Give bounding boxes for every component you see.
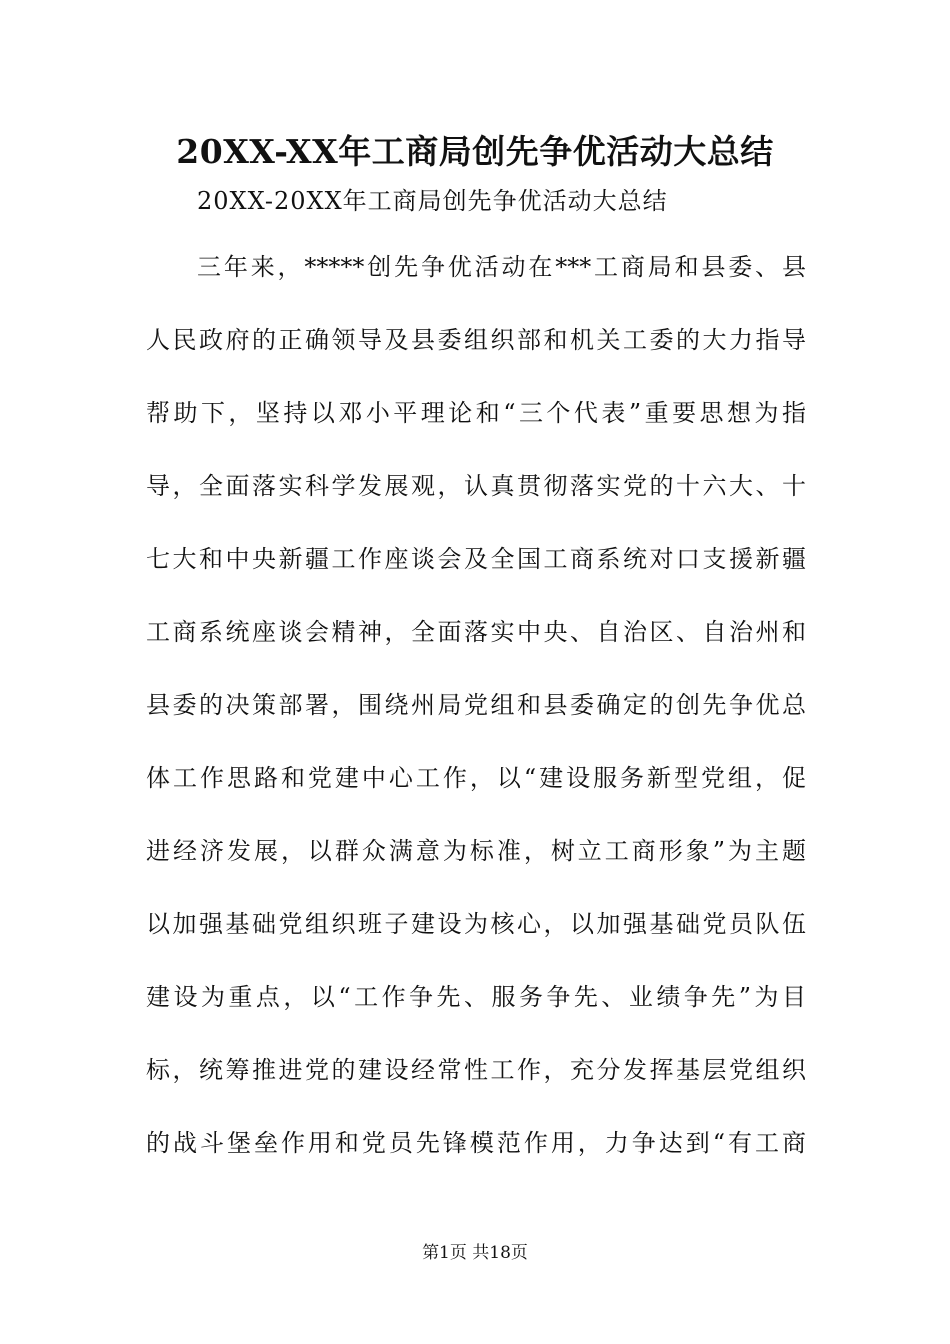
body-line: 以加强基础党组织班子建设为核心，以加强基础党员队伍 (146, 910, 806, 938)
document-subtitle: 20XX-20XX年工商局创先争优活动大总结 (197, 187, 668, 215)
document-title: 20XX-XX年工商局创先争优活动大总结 (176, 132, 774, 171)
body-line: 体工作思路和党建中心工作，以“建设服务新型党组，促 (146, 764, 806, 792)
body-line: 三年来，*****创先争优活动在***工商局和县委、县 (197, 253, 806, 281)
body-line: 帮助下，坚持以邓小平理论和“三个代表”重要思想为指 (146, 399, 806, 427)
body-line: 进经济发展，以群众满意为标准，树立工商形象”为主题 (146, 837, 806, 865)
body-line: 标，统筹推进党的建设经常性工作，充分发挥基层党组织 (146, 1056, 806, 1084)
body-line: 的战斗堡垒作用和党员先锋模范作用，力争达到“有工商 (146, 1129, 806, 1157)
page-footer: 第1页 共18页 (422, 1243, 528, 1263)
body-line: 工商系统座谈会精神，全面落实中央、自治区、自治州和 (146, 618, 806, 646)
body-line: 导，全面落实科学发展观，认真贯彻落实党的十六大、十 (146, 472, 806, 500)
body-line: 人民政府的正确领导及县委组织部和机关工委的大力指导 (146, 326, 806, 354)
body-line: 建设为重点，以“工作争先、服务争先、业绩争先”为目 (146, 983, 806, 1011)
body-line: 县委的决策部署，围绕州局党组和县委确定的创先争优总 (146, 691, 806, 719)
body-line: 七大和中央新疆工作座谈会及全国工商系统对口支援新疆 (146, 545, 806, 573)
